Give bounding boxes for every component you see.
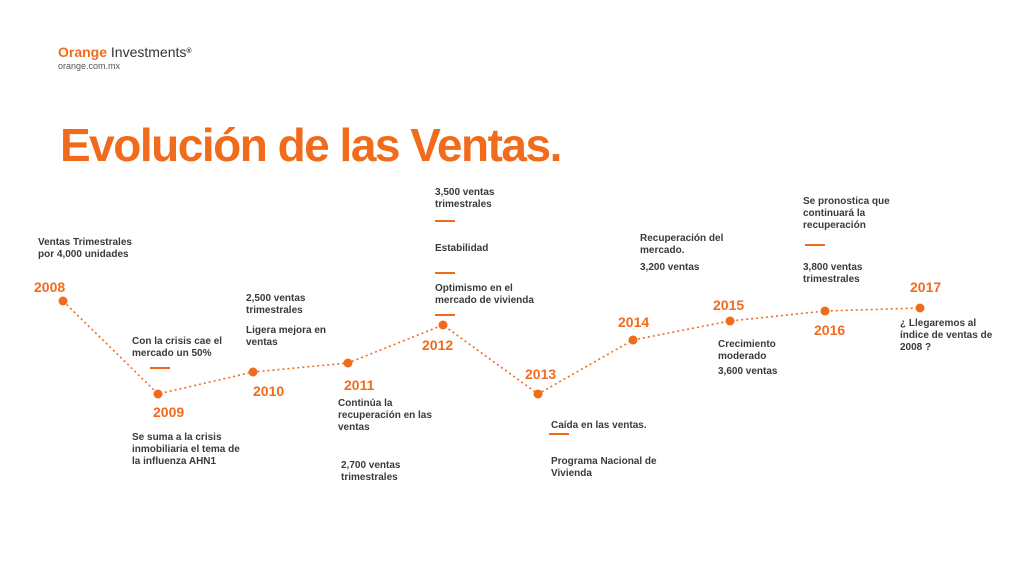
timeline-point-2015 (726, 317, 735, 326)
note-2012-bottom: Optimismo en el mercado de vivienda (435, 283, 534, 306)
note-2011-top: Continúa la recuperación en las ventas (338, 398, 432, 433)
year-2009: 2009 (153, 404, 185, 420)
note-2016-bottom: 3,800 ventas trimestrales (803, 262, 863, 285)
brand-name-orange: Orange (58, 44, 108, 60)
note-2014-bottom: 3,200 ventas (640, 262, 700, 273)
note-2010-bottom: Ligera mejora en ventas (246, 325, 327, 348)
brand-registered-mark: ® (186, 48, 192, 55)
timeline-point-2014 (629, 336, 638, 345)
note-2014-top: Recuperación del mercado. (640, 233, 724, 256)
note-2015-top: Crecimiento moderado (718, 339, 776, 362)
timeline-point-2008 (59, 297, 68, 306)
year-2015: 2015 (713, 297, 745, 313)
note-2012-top: 3,500 ventas trimestrales (435, 187, 495, 210)
note-divider (435, 272, 455, 274)
note-2012-middle: Estabilidad (435, 243, 489, 254)
note-2015-bottom: 3,600 ventas (718, 366, 778, 377)
timeline-point-2016 (821, 307, 830, 316)
note-divider (805, 244, 825, 246)
year-2017: 2017 (910, 279, 942, 295)
note-divider (435, 220, 455, 222)
year-2010: 2010 (253, 383, 285, 399)
timeline-point-2010 (249, 368, 258, 377)
note-2008: Ventas Trimestrales por 4,000 unidades (38, 237, 132, 260)
year-2014: 2014 (618, 314, 650, 330)
note-2011-bottom: 2,700 ventas trimestrales (341, 460, 401, 483)
note-divider (549, 433, 569, 435)
note-2013-bottom: Programa Nacional de Vivienda (551, 456, 657, 479)
year-2008: 2008 (34, 279, 66, 295)
note-2009-top: Con la crisis cae el mercado un 50% (132, 336, 223, 359)
timeline-point-2011 (344, 359, 353, 368)
year-2012: 2012 (422, 337, 454, 353)
note-2010-top: 2,500 ventas trimestrales (246, 293, 306, 316)
note-divider (435, 314, 455, 316)
year-2013: 2013 (525, 366, 557, 382)
year-2016: 2016 (814, 322, 846, 338)
note-divider (150, 367, 170, 369)
brand-name-rest: Investments (110, 44, 187, 60)
note-2016-top: Se pronostica que continuará la recuperación (803, 196, 890, 231)
brand-url: orange.com.mx (58, 61, 121, 71)
timeline-point-2017 (916, 304, 925, 313)
note-2009-bottom: Se suma a la crisis inmobiliaria el tema de la influenza AHN1 (132, 432, 240, 467)
year-2011: 2011 (344, 377, 375, 393)
page-title: Evolución de las Ventas. (60, 119, 561, 171)
timeline-point-2009 (154, 390, 163, 399)
note-2017: ¿ Llegaremos al índice de ventas de 2008 ? (900, 318, 993, 353)
note-2013-top: Caída en las ventas. (551, 420, 647, 431)
timeline-point-2012 (439, 321, 448, 330)
timeline-point-2013 (534, 390, 543, 399)
